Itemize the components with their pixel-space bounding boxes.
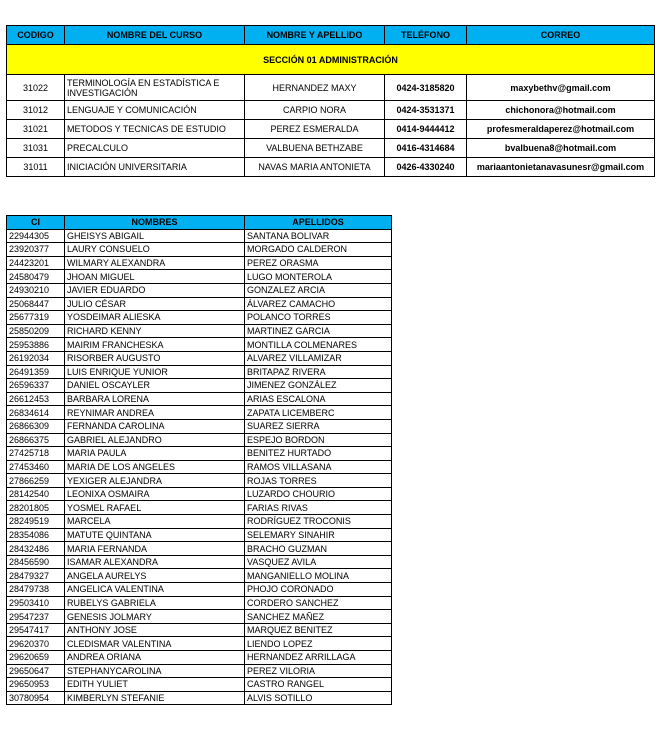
student-row (7, 447, 392, 461)
student-last-names: ZAPATA LICEMBERC (245, 406, 392, 420)
student-first-names: DANIEL OSCAYLER (65, 379, 245, 393)
student-ci: 26834614 (7, 406, 65, 420)
student-last-names: POLANCO TORRES (245, 311, 392, 325)
student-ci: 28479327 (7, 569, 65, 583)
student-first-names: BARBARA LORENA (65, 392, 245, 406)
header-nombre-curso: NOMBRE DEL CURSO (65, 26, 245, 45)
student-ci: 26612453 (7, 392, 65, 406)
student-row (7, 664, 392, 678)
student-row (7, 283, 392, 297)
course-row (7, 120, 655, 139)
teacher-phone: 0414-9444412 (385, 120, 467, 139)
student-ci: 28249519 (7, 515, 65, 529)
student-last-names: ALVIS SOTILLO (245, 691, 392, 705)
student-last-names: ARIAS ESCALONA (245, 392, 392, 406)
teacher-name: PEREZ ESMERALDA (245, 120, 385, 139)
student-ci: 28479738 (7, 583, 65, 597)
student-row (7, 501, 392, 515)
course-row (7, 158, 655, 177)
student-row (7, 338, 392, 352)
teacher-phone: 0426-4330240 (385, 158, 467, 177)
student-ci: 29620370 (7, 637, 65, 651)
student-row (7, 474, 392, 488)
course-name: INICIACIÓN UNIVERSITARIA (65, 158, 245, 177)
student-last-names: ESPEJO BORDON (245, 433, 392, 447)
teacher-name: CARPIO NORA (245, 101, 385, 120)
student-first-names: STEPHANYCAROLINA (65, 664, 245, 678)
student-row (7, 583, 392, 597)
student-last-names: ROJAS TORRES (245, 474, 392, 488)
student-row (7, 406, 392, 420)
courses-header-row (7, 26, 655, 45)
student-first-names: ANGELA AURELYS (65, 569, 245, 583)
student-first-names: EDITH YULIET (65, 678, 245, 692)
student-first-names: ISAMAR ALEXANDRA (65, 555, 245, 569)
student-row (7, 311, 392, 325)
student-ci: 24930210 (7, 283, 65, 297)
student-ci: 26491359 (7, 365, 65, 379)
student-row (7, 555, 392, 569)
student-ci: 29620659 (7, 651, 65, 665)
student-first-names: WILMARY ALEXANDRA (65, 256, 245, 270)
student-last-names: ÁLVAREZ CAMACHO (245, 297, 392, 311)
student-last-names: FARIAS RIVAS (245, 501, 392, 515)
course-name: LENGUAJE Y COMUNICACIÓN (65, 101, 245, 120)
student-ci: 29650647 (7, 664, 65, 678)
header-telefono: TELÉFONO (385, 26, 467, 45)
student-last-names: SELEMARY SINAHIR (245, 528, 392, 542)
student-last-names: LUZARDO CHOURIO (245, 487, 392, 501)
course-name: PRECALCULO (65, 139, 245, 158)
students-header-row (7, 216, 392, 230)
student-last-names: LUGO MONTEROLA (245, 270, 392, 284)
student-ci: 24580479 (7, 270, 65, 284)
header-nombre-apellido: NOMBRE Y APELLIDO (245, 26, 385, 45)
student-row (7, 229, 392, 243)
students-body (7, 229, 392, 705)
student-ci: 26866375 (7, 433, 65, 447)
student-last-names: ALVAREZ VILLAMIZAR (245, 351, 392, 365)
teacher-phone: 0424-3531371 (385, 101, 467, 120)
student-row (7, 324, 392, 338)
student-ci: 25850209 (7, 324, 65, 338)
student-first-names: ANGELICA VALENTINA (65, 583, 245, 597)
student-first-names: MARIA DE LOS ANGELES (65, 460, 245, 474)
student-row (7, 691, 392, 705)
student-row (7, 351, 392, 365)
student-row (7, 419, 392, 433)
student-row (7, 528, 392, 542)
student-row (7, 515, 392, 529)
teacher-name: VALBUENA BETHZABE (245, 139, 385, 158)
student-row (7, 392, 392, 406)
student-first-names: YOSMEL RAFAEL (65, 501, 245, 515)
header-correo: CORREO (467, 26, 655, 45)
student-first-names: GABRIEL ALEJANDRO (65, 433, 245, 447)
student-ci: 28456590 (7, 555, 65, 569)
student-row (7, 596, 392, 610)
teacher-phone: 0424-3185820 (385, 75, 467, 101)
student-last-names: MANGANIELLO MOLINA (245, 569, 392, 583)
student-row (7, 569, 392, 583)
student-ci: 28432486 (7, 542, 65, 556)
teacher-email: mariaantonietanavasunesr@gmail.com (467, 158, 655, 177)
student-first-names: YOSDEIMAR ALIESKA (65, 311, 245, 325)
student-first-names: YEXIGER ALEJANDRA (65, 474, 245, 488)
student-last-names: CORDERO SANCHEZ (245, 596, 392, 610)
student-row (7, 256, 392, 270)
student-row (7, 651, 392, 665)
student-last-names: VASQUEZ AVILA (245, 555, 392, 569)
student-first-names: MARIA PAULA (65, 447, 245, 461)
course-row (7, 139, 655, 158)
student-row (7, 637, 392, 651)
student-row (7, 433, 392, 447)
student-row (7, 365, 392, 379)
student-first-names: JHOAN MIGUEL (65, 270, 245, 284)
student-last-names: PEREZ ORASMA (245, 256, 392, 270)
student-row (7, 678, 392, 692)
student-ci: 23920377 (7, 243, 65, 257)
student-first-names: RUBELYS GABRIELA (65, 596, 245, 610)
student-ci: 25677319 (7, 311, 65, 325)
student-ci: 25953886 (7, 338, 65, 352)
header-apellidos: APELLIDOS (245, 216, 392, 230)
student-first-names: RICHARD KENNY (65, 324, 245, 338)
teacher-phone: 0416-4314684 (385, 139, 467, 158)
course-code: 31012 (7, 101, 65, 120)
student-ci: 26596337 (7, 379, 65, 393)
student-last-names: BRACHO GUZMAN (245, 542, 392, 556)
student-first-names: LEONIXA OSMAIRA (65, 487, 245, 501)
student-last-names: CASTRO RANGEL (245, 678, 392, 692)
courses-table (6, 25, 655, 177)
header-nombres: NOMBRES (65, 216, 245, 230)
student-first-names: MAIRIM FRANCHESKA (65, 338, 245, 352)
student-first-names: MARCELA (65, 515, 245, 529)
course-code: 31021 (7, 120, 65, 139)
student-last-names: HERNANDEZ ARRILLAGA (245, 651, 392, 665)
student-last-names: SANCHEZ MAÑEZ (245, 610, 392, 624)
student-row (7, 379, 392, 393)
student-last-names: RAMOS VILLASANA (245, 460, 392, 474)
teacher-email: chichonora@hotmail.com (467, 101, 655, 120)
student-first-names: JULIO CÉSAR (65, 297, 245, 311)
section-title: SECCIÓN 01 ADMINISTRACIÓN (7, 45, 655, 75)
student-row (7, 610, 392, 624)
student-last-names: RODRÍGUEZ TROCONIS (245, 515, 392, 529)
teacher-name: HERNANDEZ MAXY (245, 75, 385, 101)
student-ci: 29547417 (7, 623, 65, 637)
course-row (7, 75, 655, 101)
student-first-names: ANTHONY JOSE (65, 623, 245, 637)
student-first-names: LAURY CONSUELO (65, 243, 245, 257)
student-ci: 25068447 (7, 297, 65, 311)
student-first-names: REYNIMAR ANDREA (65, 406, 245, 420)
student-first-names: MARIA FERNANDA (65, 542, 245, 556)
student-row (7, 460, 392, 474)
student-row (7, 297, 392, 311)
student-last-names: JIMENEZ GONZÁLEZ (245, 379, 392, 393)
student-last-names: BENITEZ HURTADO (245, 447, 392, 461)
student-first-names: RISORBER AUGUSTO (65, 351, 245, 365)
teacher-name: NAVAS MARIA ANTONIETA (245, 158, 385, 177)
student-row (7, 623, 392, 637)
header-codigo: CODIGO (7, 26, 65, 45)
student-last-names: MARTINEZ GARCIA (245, 324, 392, 338)
student-ci: 26192034 (7, 351, 65, 365)
student-last-names: SUAREZ SIERRA (245, 419, 392, 433)
student-ci: 27453460 (7, 460, 65, 474)
course-name: TERMINOLOGÍA EN ESTADÍSTICA E INVESTIGACIÓN (65, 75, 245, 101)
section-banner (7, 45, 655, 75)
student-ci: 28354086 (7, 528, 65, 542)
header-ci: CI (7, 216, 65, 230)
student-first-names: ANDREA ORIANA (65, 651, 245, 665)
student-ci: 27866259 (7, 474, 65, 488)
course-code: 31031 (7, 139, 65, 158)
student-row (7, 542, 392, 556)
student-ci: 27425718 (7, 447, 65, 461)
student-last-names: LIENDO LOPEZ (245, 637, 392, 651)
student-last-names: BRITAPAZ RIVERA (245, 365, 392, 379)
student-ci: 28142540 (7, 487, 65, 501)
student-first-names: JAVIER EDUARDO (65, 283, 245, 297)
student-last-names: PEREZ VILORIA (245, 664, 392, 678)
student-last-names: MARQUEZ BENITEZ (245, 623, 392, 637)
teacher-email: bvalbuena8@hotmail.com (467, 139, 655, 158)
student-row (7, 270, 392, 284)
student-ci: 22944305 (7, 229, 65, 243)
student-ci: 26866309 (7, 419, 65, 433)
student-last-names: MONTILLA COLMENARES (245, 338, 392, 352)
student-ci: 28201805 (7, 501, 65, 515)
student-ci: 29547237 (7, 610, 65, 624)
student-first-names: FERNANDA CAROLINA (65, 419, 245, 433)
course-code: 31011 (7, 158, 65, 177)
student-ci: 29503410 (7, 596, 65, 610)
student-first-names: LUIS ENRIQUE YUNIOR (65, 365, 245, 379)
student-last-names: PHOJO CORONADO (245, 583, 392, 597)
student-first-names: KIMBERLYN STEFANIE (65, 691, 245, 705)
course-code: 31022 (7, 75, 65, 101)
course-name: METODOS Y TECNICAS DE ESTUDIO (65, 120, 245, 139)
student-first-names: GENESIS JOLMARY (65, 610, 245, 624)
student-row (7, 243, 392, 257)
teacher-email: profesmeraldaperez@hotmail.com (467, 120, 655, 139)
student-row (7, 487, 392, 501)
student-ci: 29650953 (7, 678, 65, 692)
student-ci: 24423201 (7, 256, 65, 270)
student-first-names: CLEDISMAR VALENTINA (65, 637, 245, 651)
student-first-names: MATUTE QUINTANA (65, 528, 245, 542)
student-ci: 30780954 (7, 691, 65, 705)
students-table (6, 215, 392, 705)
student-last-names: MORGADO CALDERON (245, 243, 392, 257)
teacher-email: maxybethv@gmail.com (467, 75, 655, 101)
course-row (7, 101, 655, 120)
student-first-names: GHEISYS ABIGAIL (65, 229, 245, 243)
student-last-names: SANTANA BOLIVAR (245, 229, 392, 243)
student-last-names: GONZALEZ ARCIA (245, 283, 392, 297)
